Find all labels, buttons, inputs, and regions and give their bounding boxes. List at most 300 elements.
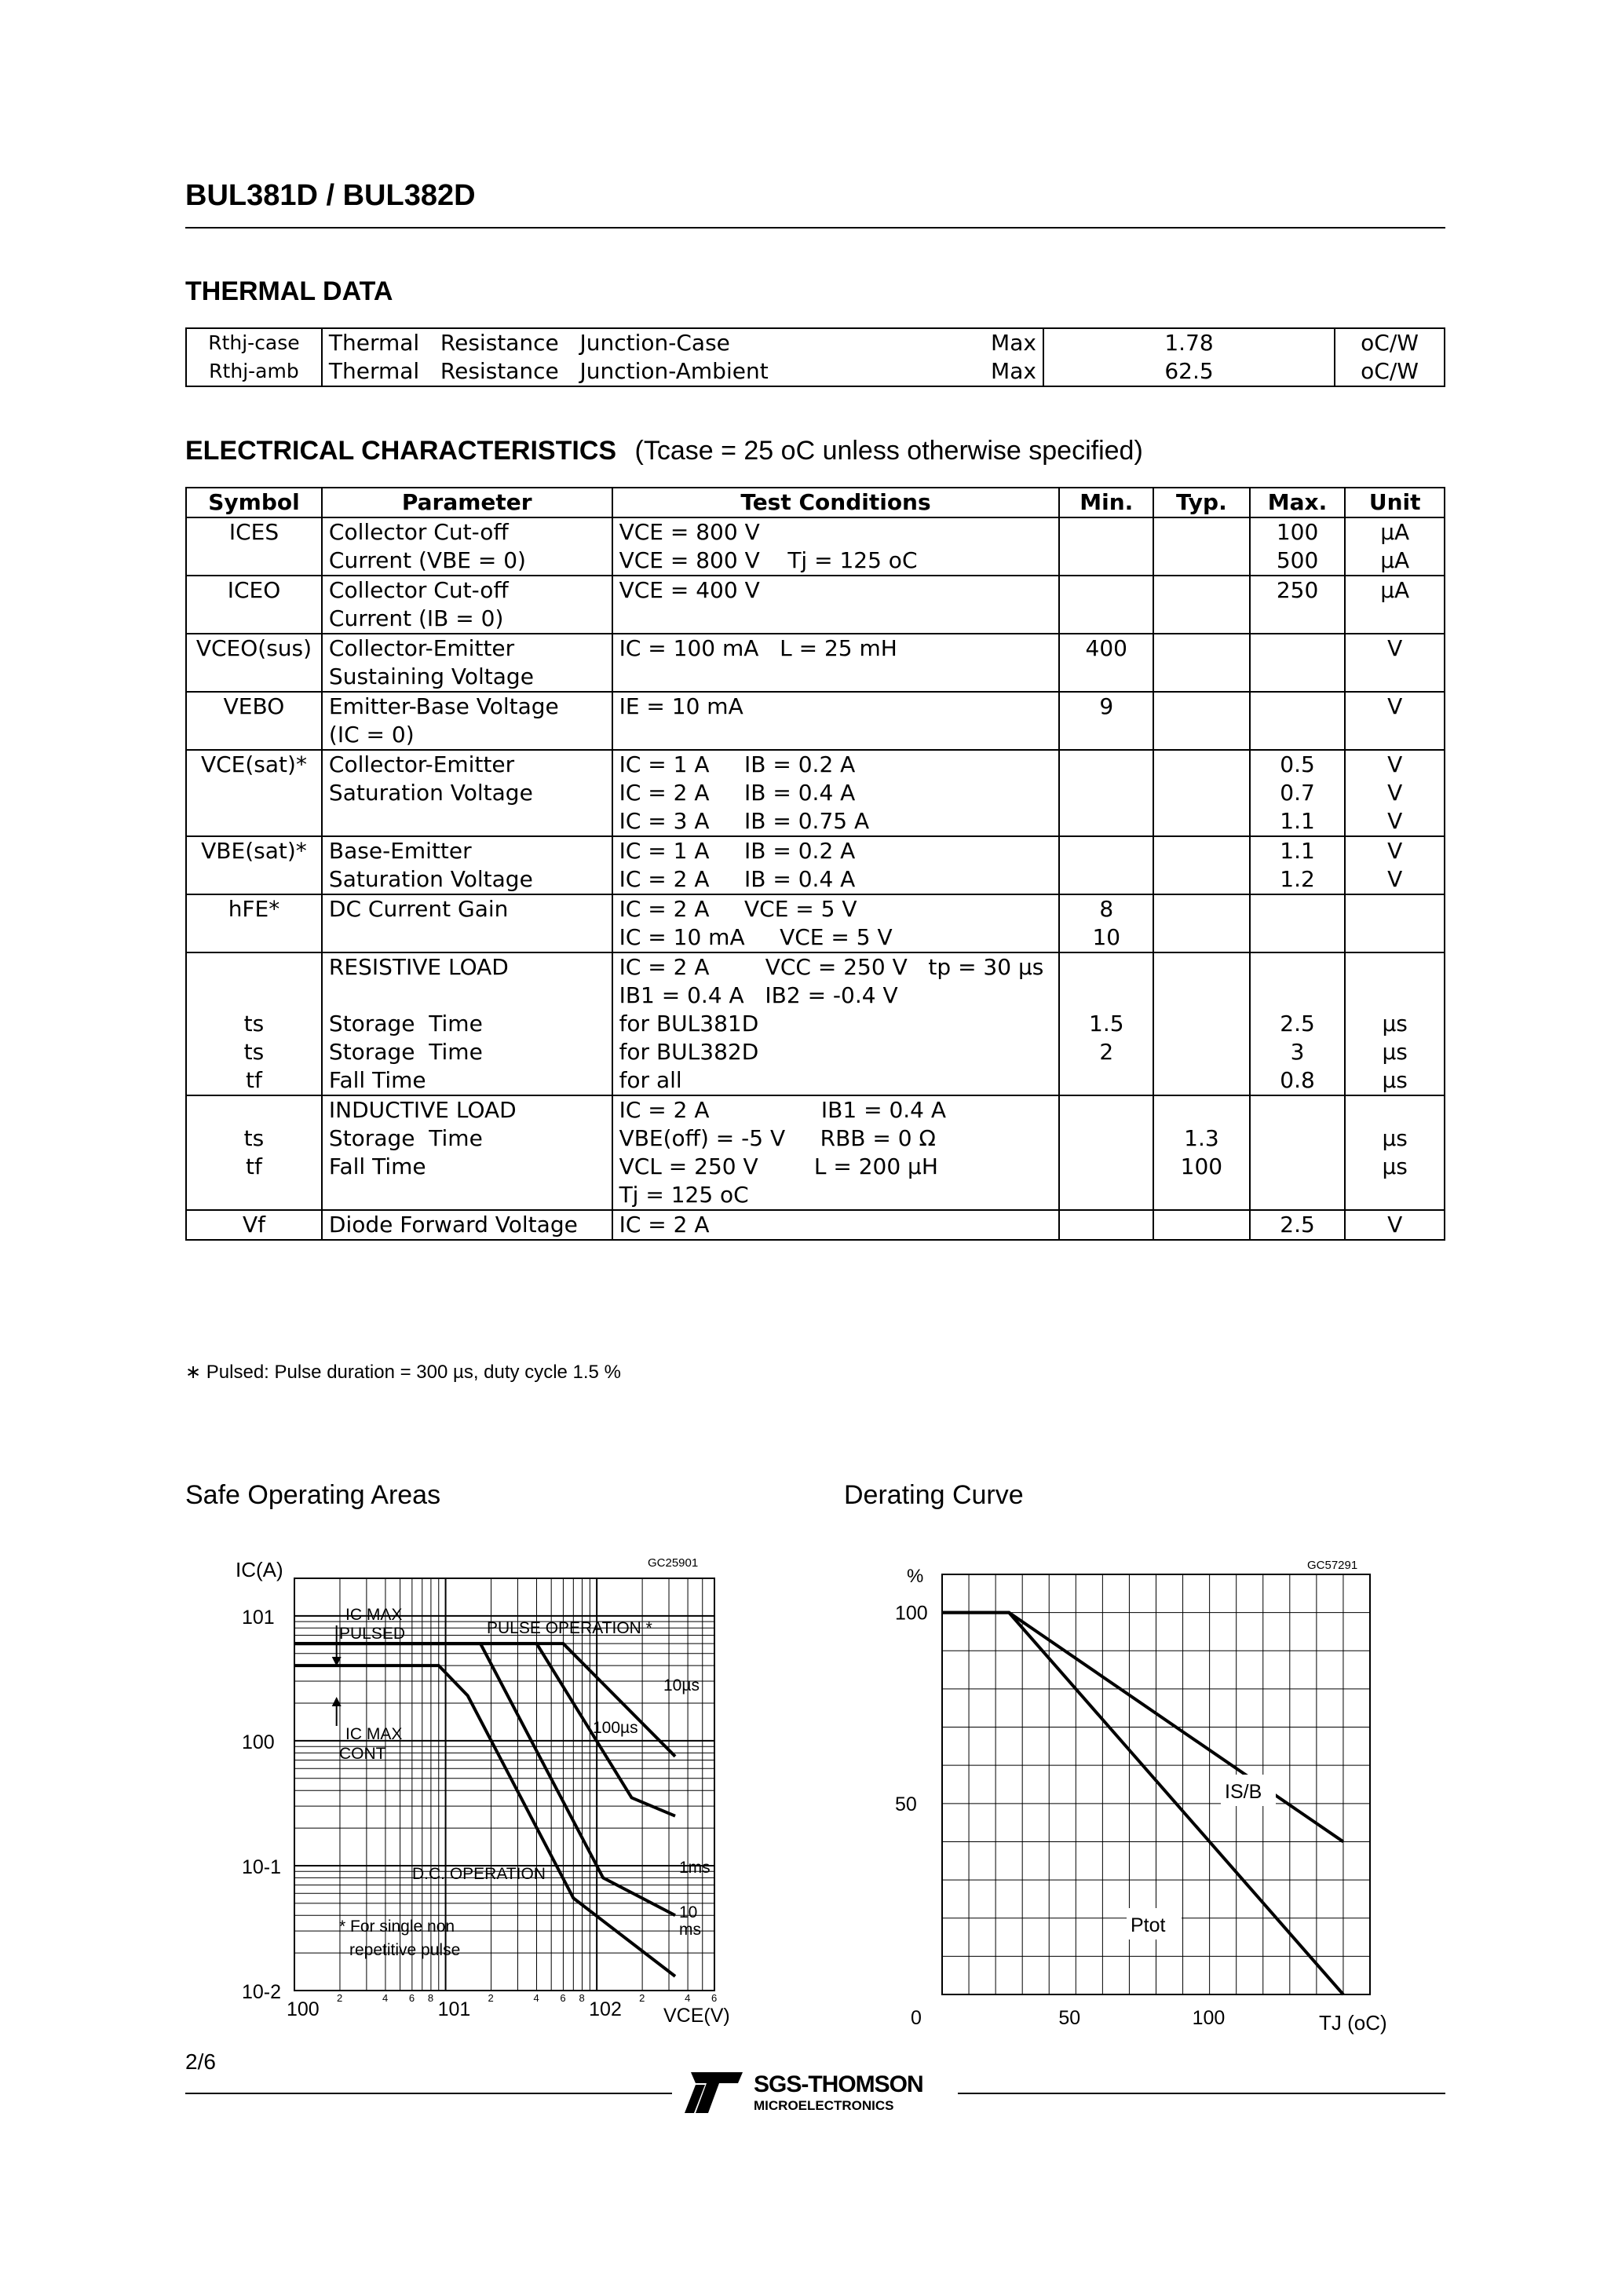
thermal-value-cell (1043, 328, 1335, 386)
soa-annotation: 10 (679, 1903, 698, 1921)
cell-line: for all (619, 1067, 682, 1093)
st-logo-icon (681, 2069, 744, 2116)
cell-line: 100 (1180, 1153, 1223, 1179)
cell-line: for BUL381D (619, 1011, 759, 1036)
cell-line (1160, 1066, 1243, 1095)
cell-line (1160, 807, 1243, 835)
x-tick-label: 8 (579, 1992, 585, 2004)
cell-line (1352, 923, 1438, 952)
soa-annotation: 10µs (663, 1676, 700, 1695)
cell-line: IC = 1 A IB = 0.2 A (619, 838, 856, 864)
cell-line (1066, 721, 1146, 749)
cell-line (329, 807, 605, 835)
cell-line: V (1387, 808, 1403, 834)
y-tick-label: 10-2 (242, 1981, 282, 2003)
cell-line (193, 923, 315, 952)
cell-param (322, 517, 612, 576)
cell-line (193, 605, 315, 633)
thermal-symbol-cell (186, 328, 322, 386)
brand-subtitle: MICROELECTRONICS (754, 2098, 894, 2113)
cell-line: 8 (1099, 896, 1114, 922)
cell-line: ICEO (227, 577, 281, 603)
cell-typ (1153, 750, 1250, 836)
thermal-parameter-cell (322, 328, 1043, 386)
x-tick-label: 101 (437, 1998, 471, 2020)
cell-sym (186, 894, 322, 952)
cell-line (1160, 1038, 1243, 1066)
footer-rule-right (958, 2093, 1445, 2094)
cell-line: µA (1380, 519, 1410, 545)
header-rule (185, 227, 1445, 229)
cell-line: 1.1 (1280, 838, 1315, 864)
cell-line (1066, 1124, 1146, 1153)
table-row (186, 894, 1445, 952)
cell-line: Current (IB = 0) (328, 605, 504, 631)
cell-line (1066, 953, 1146, 982)
cell-line: V (1387, 780, 1403, 806)
cell-line (1257, 982, 1339, 1010)
cell-max (1250, 952, 1346, 1095)
cell-typ (1153, 634, 1250, 692)
x-tick-label: 100 (287, 1998, 320, 2020)
cell-cond (612, 634, 1060, 692)
cell-max (1250, 750, 1346, 836)
cell-typ (1153, 517, 1250, 576)
series-label: Ptot (1131, 1914, 1166, 1936)
cell-line: V (1387, 866, 1403, 892)
y-tick-label: 100 (242, 1731, 275, 1753)
cell-line (1257, 693, 1339, 721)
x-tick-label: 0 (911, 2007, 922, 2029)
cell-typ (1153, 836, 1250, 894)
derating-chart (871, 1547, 1413, 2049)
cell-line: µs (1382, 1067, 1408, 1093)
cell-line (1257, 634, 1339, 663)
cell-line: Emitter-Base Voltage (328, 693, 559, 719)
cell-min (1059, 517, 1153, 576)
cell-param (322, 692, 612, 750)
thermal-value: 1.78 (1164, 330, 1214, 356)
soa-chart (220, 1547, 730, 2049)
cell-line: VCEO(sus) (195, 635, 312, 661)
cell-max (1250, 634, 1346, 692)
cell-line (1160, 837, 1243, 865)
cell-line: (IC = 0) (328, 722, 415, 748)
cell-line: IE = 10 mA (619, 693, 743, 719)
cell-line (329, 1181, 605, 1209)
thermal-heading: THERMAL DATA (185, 276, 393, 306)
table-row (186, 634, 1445, 692)
cell-line: Storage Time (328, 1011, 483, 1036)
cell-line: tf (246, 1153, 262, 1179)
cell-unit (1345, 836, 1445, 894)
cell-line (1160, 663, 1243, 691)
cell-line (1160, 865, 1243, 894)
cell-line: V (1387, 635, 1403, 661)
cell-line: hFE* (228, 896, 280, 922)
y-tick-label: 101 (242, 1606, 275, 1629)
cell-sym (186, 836, 322, 894)
cell-line (193, 779, 315, 807)
table-row (186, 517, 1445, 576)
cell-line (1257, 953, 1339, 982)
thermal-parameter: Thermal Resistance Junction-Ambient (328, 358, 769, 384)
cell-unit (1345, 1095, 1445, 1210)
cell-line (1160, 895, 1243, 923)
cell-line: INDUCTIVE LOAD (328, 1097, 517, 1123)
cell-line: µs (1382, 1011, 1408, 1036)
cell-line: Tj = 125 oC (619, 1182, 749, 1208)
cell-line (1160, 1211, 1243, 1239)
cell-max (1250, 1095, 1346, 1210)
cell-line: Collector Cut-off (328, 577, 509, 603)
cell-line (1352, 663, 1438, 691)
cell-line (1257, 1153, 1339, 1181)
cell-line: IC = 2 A IB1 = 0.4 A (619, 1097, 947, 1123)
cell-line: tf (246, 1067, 262, 1093)
cell-line (1066, 1153, 1146, 1181)
y-tick-label: 50 (895, 1793, 917, 1815)
cell-line (1066, 518, 1146, 547)
soa-caption: Safe Operating Areas (185, 1480, 441, 1510)
x-tick-label: 2 (639, 1992, 645, 2004)
cell-line: Storage Time (328, 1039, 483, 1065)
cell-min (1059, 750, 1153, 836)
cell-line (1352, 721, 1438, 749)
cell-line (1066, 865, 1146, 894)
soa-annotation: PULSED (339, 1625, 406, 1643)
x-tick-label: 4 (382, 1992, 389, 2004)
cell-line (1066, 751, 1146, 779)
cell-line (193, 807, 315, 835)
cell-line (193, 721, 315, 749)
table-row (186, 692, 1445, 750)
cell-line: Fall Time (328, 1067, 426, 1093)
cell-line (1257, 721, 1339, 749)
cell-line: IB1 = 0.4 A IB2 = -0.4 V (619, 982, 898, 1008)
thermal-table (185, 327, 1445, 387)
cell-line: Storage Time (328, 1125, 483, 1151)
cell-line (1160, 721, 1243, 749)
thermal-parameter-row (329, 329, 1036, 357)
cell-line: µA (1380, 577, 1410, 603)
cell-cond (612, 952, 1060, 1095)
cell-param (322, 836, 612, 894)
cell-typ (1153, 1095, 1250, 1210)
cell-line (1352, 1096, 1438, 1124)
cell-param (322, 750, 612, 836)
cell-max (1250, 894, 1346, 952)
cell-line (1066, 779, 1146, 807)
cell-line: µA (1380, 547, 1410, 573)
x-tick-label: 6 (408, 1992, 415, 2004)
cell-line (1160, 953, 1243, 982)
cell-line: Saturation Voltage (328, 866, 533, 892)
cell-unit (1345, 576, 1445, 634)
soa-annotation: PULSE OPERATION * (487, 1619, 652, 1637)
cell-min (1059, 692, 1153, 750)
thermal-limit: Max (991, 330, 1036, 356)
cell-sym (186, 517, 322, 576)
cell-line (1066, 1181, 1146, 1209)
table-row (186, 328, 1445, 386)
cell-line: Vf (242, 1212, 265, 1238)
series-label: IS/B (1225, 1781, 1262, 1803)
cell-cond (612, 576, 1060, 634)
cell-min (1059, 836, 1153, 894)
cell-line (619, 721, 1053, 749)
cell-line: IC = 3 A IB = 0.75 A (619, 808, 870, 834)
cell-param (322, 894, 612, 952)
cell-line: IC = 2 A (619, 1212, 710, 1238)
x-axis-label: TJ (oC) (1319, 2011, 1387, 2035)
cell-max (1250, 576, 1346, 634)
cell-line: IC = 10 mA VCE = 5 V (619, 924, 893, 950)
cell-line: Saturation Voltage (328, 780, 533, 806)
cell-line: 400 (1085, 635, 1127, 661)
cell-line (193, 547, 315, 575)
cell-line (1160, 779, 1243, 807)
cell-line (1160, 751, 1243, 779)
cell-line (1160, 1096, 1243, 1124)
cell-line (1066, 807, 1146, 835)
cell-sym (186, 1210, 322, 1240)
cell-cond (612, 750, 1060, 836)
table-row (186, 750, 1445, 836)
cell-line: IC = 100 mA L = 25 mH (619, 635, 897, 661)
x-tick-label: 4 (685, 1992, 691, 2004)
thermal-parameter: Thermal Resistance Junction-Case (328, 330, 730, 356)
cell-line (1352, 1181, 1438, 1209)
cell-line (1160, 634, 1243, 663)
cell-line (1066, 576, 1146, 605)
cell-line: 2 (1099, 1039, 1114, 1065)
column-header: Max. (1250, 488, 1346, 517)
cell-line: 0.7 (1280, 780, 1315, 806)
cell-line: DC Current Gain (328, 896, 509, 922)
x-tick-label: 2 (336, 1992, 343, 2004)
cell-line: 0.5 (1280, 751, 1315, 777)
cell-line (193, 1181, 315, 1209)
footnote: ∗ Pulsed: Pulse duration = 300 µs, duty cycle 1.5 % (185, 1362, 621, 1383)
column-header: Typ. (1153, 488, 1250, 517)
soa-annotation: ms (679, 1921, 701, 1939)
cell-min (1059, 1210, 1153, 1240)
y-axis-label: % (907, 1566, 924, 1587)
cell-min (1059, 634, 1153, 692)
cell-unit (1345, 634, 1445, 692)
y-tick-label: 10-1 (242, 1855, 282, 1878)
cell-line (1160, 605, 1243, 633)
cell-line (1160, 518, 1243, 547)
cell-min (1059, 952, 1153, 1095)
cell-line: IC = 2 A VCC = 250 V tp = 30 µs (619, 954, 1044, 980)
cell-line (1066, 663, 1146, 691)
cell-line (193, 865, 315, 894)
cell-line: Diode Forward Voltage (328, 1212, 578, 1238)
cell-line (193, 663, 315, 691)
electrical-heading-line (185, 436, 1143, 466)
cell-line (1352, 895, 1438, 923)
cell-line: V (1387, 693, 1403, 719)
cell-sym (186, 634, 322, 692)
cell-line (1160, 923, 1243, 952)
cell-line: IC = 2 A IB = 0.4 A (619, 780, 856, 806)
cell-line: IC = 2 A IB = 0.4 A (619, 866, 856, 892)
cell-line: 3 (1290, 1039, 1305, 1065)
cell-line: 9 (1099, 693, 1114, 719)
column-header: Min. (1059, 488, 1153, 517)
cell-typ (1153, 894, 1250, 952)
cell-unit (1345, 692, 1445, 750)
cell-line (1160, 576, 1243, 605)
cell-line: 1.1 (1280, 808, 1315, 834)
cell-unit (1345, 517, 1445, 576)
cell-line: 10 (1092, 924, 1121, 950)
cell-line: 500 (1276, 547, 1319, 573)
soa-annotation: * For single non (339, 1918, 455, 1936)
table-row (186, 1095, 1445, 1210)
cell-line: V (1387, 751, 1403, 777)
column-header: Symbol (186, 488, 322, 517)
cell-param (322, 1210, 612, 1240)
x-tick-label: 100 (1192, 2007, 1226, 2029)
cell-line (329, 982, 605, 1010)
cell-line (1257, 605, 1339, 633)
cell-line: ICES (228, 519, 279, 545)
cell-line: VCL = 250 V L = 200 µH (619, 1153, 938, 1179)
cell-line: V (1387, 838, 1403, 864)
cell-sym (186, 952, 322, 1095)
page-number: 2/6 (185, 2049, 216, 2074)
cell-unit (1345, 750, 1445, 836)
cell-line: VCE = 400 V (619, 577, 760, 603)
brand-name: SGS-THOMSON (754, 2071, 923, 2097)
cell-line: 1.2 (1280, 866, 1315, 892)
table-row (186, 836, 1445, 894)
y-tick-label: 100 (895, 1602, 928, 1625)
cell-line: µs (1382, 1125, 1408, 1151)
chart-code: GC25901 (648, 1556, 699, 1570)
cell-line (1160, 1010, 1243, 1038)
cell-line: ts (243, 1039, 265, 1065)
thermal-unit: oC/W (1361, 330, 1419, 356)
cell-line (1257, 1096, 1339, 1124)
cell-line (1160, 693, 1243, 721)
electrical-heading: ELECTRICAL CHARACTERISTICS (185, 436, 617, 466)
cell-cond (612, 1210, 1060, 1240)
x-tick-label: 50 (1058, 2007, 1081, 2029)
cell-typ (1153, 952, 1250, 1095)
cell-line (1066, 605, 1146, 633)
thermal-symbol: Rthj-case (208, 331, 300, 354)
cell-cond (612, 1095, 1060, 1210)
cell-sym (186, 692, 322, 750)
cell-line (329, 923, 605, 952)
cell-typ (1153, 576, 1250, 634)
column-header: Unit (1345, 488, 1445, 517)
table-row (186, 1210, 1445, 1240)
cell-line: Collector-Emitter (328, 751, 515, 777)
derating-caption: Derating Curve (844, 1480, 1024, 1510)
cell-line: V (1387, 1212, 1403, 1238)
cell-min (1059, 576, 1153, 634)
cell-min (1059, 894, 1153, 952)
cell-line (1257, 1181, 1339, 1209)
soa-annotation: IC MAX (345, 1606, 403, 1624)
cell-line: VEBO (223, 693, 285, 719)
cell-cond (612, 517, 1060, 576)
soa-annotation: 100µs (593, 1719, 638, 1737)
cell-line (1160, 1181, 1243, 1209)
cell-line (1066, 1066, 1146, 1095)
thermal-symbol: Rthj-amb (209, 360, 299, 382)
cell-line: for BUL382D (619, 1039, 759, 1065)
cell-param (322, 1095, 612, 1210)
cell-cond (612, 692, 1060, 750)
cell-cond (612, 894, 1060, 952)
cell-max (1250, 692, 1346, 750)
soa-annotation: D.C. OPERATION (412, 1865, 546, 1883)
cell-line (1066, 982, 1146, 1010)
electrical-subheading: (Tcase = 25 oC unless otherwise specified) (634, 436, 1143, 466)
cell-line: 1.5 (1089, 1011, 1124, 1036)
chart-code: GC57291 (1307, 1559, 1358, 1572)
cell-line (1257, 1124, 1339, 1153)
cell-max (1250, 836, 1346, 894)
cell-line: VCE = 800 V (619, 519, 760, 545)
x-tick-label: 8 (427, 1992, 434, 2004)
cell-line: 2.5 (1280, 1011, 1315, 1036)
cell-line: IC = 1 A IB = 0.2 A (619, 751, 856, 777)
column-header: Parameter (322, 488, 612, 517)
soa-annotation: 1ms (679, 1859, 711, 1877)
table-header-row (186, 488, 1445, 517)
soa-annotation: IC MAX (345, 1725, 403, 1743)
cell-min (1059, 1095, 1153, 1210)
cell-line: µs (1382, 1153, 1408, 1179)
cell-cond (612, 836, 1060, 894)
x-tick-label: 4 (533, 1992, 539, 2004)
cell-line: 2.5 (1280, 1212, 1315, 1238)
cell-line: VBE(sat)* (201, 838, 307, 864)
cell-unit (1345, 952, 1445, 1095)
cell-line: VBE(off) = -5 V RBB = 0 Ω (619, 1125, 936, 1151)
cell-line (619, 663, 1053, 691)
cell-param (322, 634, 612, 692)
cell-line (1160, 547, 1243, 575)
table-row (186, 576, 1445, 634)
page-title: BUL381D / BUL382D (185, 179, 476, 212)
cell-max (1250, 1210, 1346, 1240)
cell-line: ts (243, 1125, 265, 1151)
y-axis-label: IC(A) (236, 1558, 283, 1581)
cell-line (1066, 837, 1146, 865)
cell-line (193, 953, 315, 982)
cell-sym (186, 750, 322, 836)
cell-line (1160, 982, 1243, 1010)
cell-line: 1.3 (1184, 1125, 1219, 1151)
cell-line: 100 (1276, 519, 1319, 545)
electrical-table (185, 487, 1445, 1241)
thermal-limit: Max (991, 358, 1036, 384)
cell-line: Collector Cut-off (328, 519, 509, 545)
cell-line: Sustaining Voltage (328, 664, 534, 689)
x-tick-label: 6 (711, 1992, 718, 2004)
cell-line (1352, 605, 1438, 633)
cell-line (1257, 923, 1339, 952)
thermal-unit-cell (1335, 328, 1445, 386)
